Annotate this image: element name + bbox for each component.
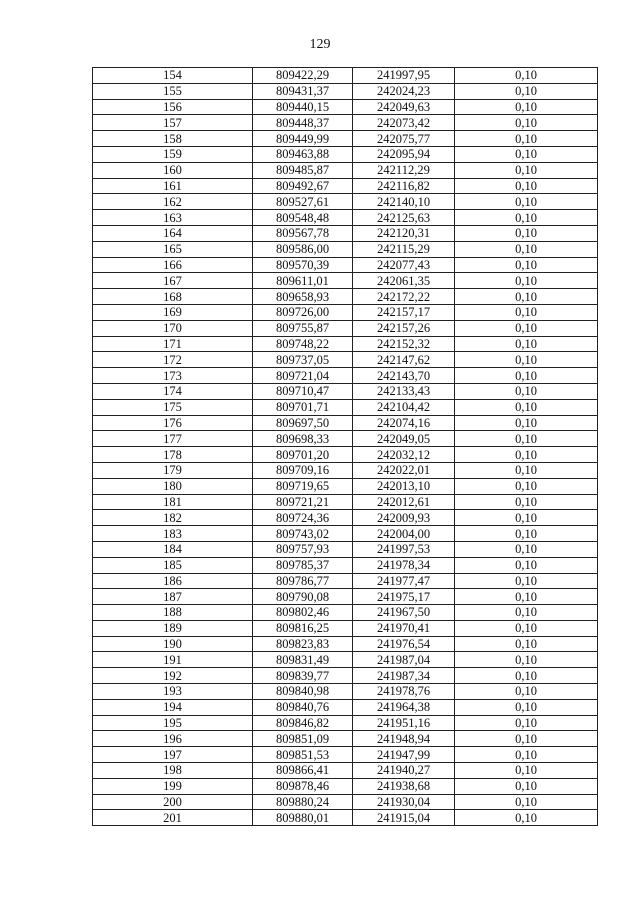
table-row <box>93 383 598 399</box>
value-cell: 0,10 <box>455 699 598 715</box>
x-coordinate-cell: 809527,61 <box>253 194 353 210</box>
y-coordinate-cell: 242143,70 <box>353 368 455 384</box>
x-coordinate-cell: 809485,87 <box>253 162 353 178</box>
x-coordinate-cell: 809724,36 <box>253 510 353 526</box>
table-row <box>93 257 598 273</box>
x-coordinate-cell: 809658,93 <box>253 289 353 305</box>
y-coordinate-cell: 242125,63 <box>353 210 455 226</box>
x-coordinate-cell: 809719,65 <box>253 478 353 494</box>
y-coordinate-cell: 241967,50 <box>353 605 455 621</box>
table-row <box>93 778 598 794</box>
x-coordinate-cell: 809710,47 <box>253 383 353 399</box>
x-coordinate-cell: 809743,02 <box>253 526 353 542</box>
x-coordinate-cell: 809839,77 <box>253 668 353 684</box>
x-coordinate-cell: 809831,49 <box>253 652 353 668</box>
value-cell: 0,10 <box>455 668 598 684</box>
y-coordinate-cell: 242172,22 <box>353 289 455 305</box>
value-cell: 0,10 <box>455 368 598 384</box>
value-cell: 0,10 <box>455 747 598 763</box>
table-row <box>93 478 598 494</box>
y-coordinate-cell: 241930,04 <box>353 794 455 810</box>
x-coordinate-cell: 809726,00 <box>253 304 353 320</box>
point-number-cell: 168 <box>93 289 253 305</box>
point-number-cell: 193 <box>93 684 253 700</box>
x-coordinate-cell: 809492,67 <box>253 178 353 194</box>
x-coordinate-cell: 809786,77 <box>253 573 353 589</box>
point-number-cell: 190 <box>93 636 253 652</box>
y-coordinate-cell: 242157,26 <box>353 320 455 336</box>
table-row <box>93 462 598 478</box>
table-row <box>93 541 598 557</box>
y-coordinate-cell: 241947,99 <box>353 747 455 763</box>
table-row <box>93 763 598 779</box>
table-row <box>93 494 598 510</box>
point-number-cell: 155 <box>93 83 253 99</box>
y-coordinate-cell: 241975,17 <box>353 589 455 605</box>
x-coordinate-cell: 809698,33 <box>253 431 353 447</box>
x-coordinate-cell: 809701,20 <box>253 447 353 463</box>
x-coordinate-cell: 809785,37 <box>253 557 353 573</box>
value-cell: 0,10 <box>455 99 598 115</box>
x-coordinate-cell: 809709,16 <box>253 462 353 478</box>
y-coordinate-cell: 242157,17 <box>353 304 455 320</box>
table-row <box>93 652 598 668</box>
value-cell: 0,10 <box>455 684 598 700</box>
x-coordinate-cell: 809611,01 <box>253 273 353 289</box>
point-number-cell: 180 <box>93 478 253 494</box>
value-cell: 0,10 <box>455 399 598 415</box>
x-coordinate-cell: 809840,76 <box>253 699 353 715</box>
point-number-cell: 179 <box>93 462 253 478</box>
point-number-cell: 184 <box>93 541 253 557</box>
y-coordinate-cell: 241948,94 <box>353 731 455 747</box>
table-row <box>93 289 598 305</box>
table-row <box>93 731 598 747</box>
y-coordinate-cell: 242075,77 <box>353 131 455 147</box>
table-row <box>93 794 598 810</box>
table-row <box>93 526 598 542</box>
table-row <box>93 415 598 431</box>
table-row <box>93 178 598 194</box>
y-coordinate-cell: 241977,47 <box>353 573 455 589</box>
value-cell: 0,10 <box>455 257 598 273</box>
table-row <box>93 557 598 573</box>
table-row <box>93 131 598 147</box>
table-row <box>93 431 598 447</box>
y-coordinate-cell: 242049,63 <box>353 99 455 115</box>
point-number-cell: 189 <box>93 620 253 636</box>
table-row <box>93 225 598 241</box>
y-coordinate-cell: 241978,76 <box>353 684 455 700</box>
table-row <box>93 447 598 463</box>
point-number-cell: 173 <box>93 368 253 384</box>
x-coordinate-cell: 809721,04 <box>253 368 353 384</box>
x-coordinate-cell: 809586,00 <box>253 241 353 257</box>
point-number-cell: 172 <box>93 352 253 368</box>
y-coordinate-cell: 242061,35 <box>353 273 455 289</box>
point-number-cell: 201 <box>93 810 253 826</box>
y-coordinate-cell: 241938,68 <box>353 778 455 794</box>
x-coordinate-cell: 809851,09 <box>253 731 353 747</box>
table-row <box>93 115 598 131</box>
table-row <box>93 336 598 352</box>
value-cell: 0,10 <box>455 636 598 652</box>
value-cell: 0,10 <box>455 794 598 810</box>
point-number-cell: 200 <box>93 794 253 810</box>
value-cell: 0,10 <box>455 273 598 289</box>
value-cell: 0,10 <box>455 652 598 668</box>
x-coordinate-cell: 809846,82 <box>253 715 353 731</box>
x-coordinate-cell: 809567,78 <box>253 225 353 241</box>
point-number-cell: 182 <box>93 510 253 526</box>
x-coordinate-cell: 809570,39 <box>253 257 353 273</box>
x-coordinate-cell: 809431,37 <box>253 83 353 99</box>
value-cell: 0,10 <box>455 541 598 557</box>
x-coordinate-cell: 809840,98 <box>253 684 353 700</box>
y-coordinate-cell: 242120,31 <box>353 225 455 241</box>
table-row <box>93 146 598 162</box>
y-coordinate-cell: 241970,41 <box>353 620 455 636</box>
table-row <box>93 399 598 415</box>
point-number-cell: 186 <box>93 573 253 589</box>
table-row <box>93 194 598 210</box>
table-row <box>93 83 598 99</box>
value-cell: 0,10 <box>455 115 598 131</box>
table-row <box>93 636 598 652</box>
table-row <box>93 352 598 368</box>
y-coordinate-cell: 241997,53 <box>353 541 455 557</box>
y-coordinate-cell: 241964,38 <box>353 699 455 715</box>
table-row <box>93 715 598 731</box>
point-number-cell: 176 <box>93 415 253 431</box>
point-number-cell: 169 <box>93 304 253 320</box>
point-number-cell: 183 <box>93 526 253 542</box>
point-number-cell: 163 <box>93 210 253 226</box>
point-number-cell: 177 <box>93 431 253 447</box>
table-row <box>93 510 598 526</box>
value-cell: 0,10 <box>455 557 598 573</box>
point-number-cell: 165 <box>93 241 253 257</box>
y-coordinate-cell: 242022,01 <box>353 462 455 478</box>
value-cell: 0,10 <box>455 289 598 305</box>
point-number-cell: 164 <box>93 225 253 241</box>
value-cell: 0,10 <box>455 131 598 147</box>
y-coordinate-cell: 241940,27 <box>353 763 455 779</box>
x-coordinate-cell: 809422,29 <box>253 68 353 84</box>
value-cell: 0,10 <box>455 810 598 826</box>
value-cell: 0,10 <box>455 194 598 210</box>
value-cell: 0,10 <box>455 225 598 241</box>
value-cell: 0,10 <box>455 510 598 526</box>
table-row <box>93 320 598 336</box>
y-coordinate-cell: 242073,42 <box>353 115 455 131</box>
value-cell: 0,10 <box>455 68 598 84</box>
y-coordinate-cell: 242024,23 <box>353 83 455 99</box>
table-row <box>93 699 598 715</box>
y-coordinate-cell: 242074,16 <box>353 415 455 431</box>
value-cell: 0,10 <box>455 573 598 589</box>
table-row <box>93 241 598 257</box>
x-coordinate-cell: 809721,21 <box>253 494 353 510</box>
point-number-cell: 157 <box>93 115 253 131</box>
x-coordinate-cell: 809755,87 <box>253 320 353 336</box>
x-coordinate-cell: 809878,46 <box>253 778 353 794</box>
y-coordinate-cell: 242009,93 <box>353 510 455 526</box>
y-coordinate-cell: 242032,12 <box>353 447 455 463</box>
value-cell: 0,10 <box>455 778 598 794</box>
value-cell: 0,10 <box>455 620 598 636</box>
x-coordinate-cell: 809880,01 <box>253 810 353 826</box>
value-cell: 0,10 <box>455 447 598 463</box>
point-number-cell: 194 <box>93 699 253 715</box>
point-number-cell: 187 <box>93 589 253 605</box>
x-coordinate-cell: 809790,08 <box>253 589 353 605</box>
value-cell: 0,10 <box>455 462 598 478</box>
value-cell: 0,10 <box>455 731 598 747</box>
value-cell: 0,10 <box>455 431 598 447</box>
value-cell: 0,10 <box>455 763 598 779</box>
x-coordinate-cell: 809463,88 <box>253 146 353 162</box>
value-cell: 0,10 <box>455 605 598 621</box>
point-number-cell: 166 <box>93 257 253 273</box>
point-number-cell: 175 <box>93 399 253 415</box>
table-row <box>93 368 598 384</box>
value-cell: 0,10 <box>455 494 598 510</box>
value-cell: 0,10 <box>455 241 598 257</box>
x-coordinate-cell: 809757,93 <box>253 541 353 557</box>
value-cell: 0,10 <box>455 715 598 731</box>
table-row <box>93 589 598 605</box>
table-row <box>93 68 598 84</box>
y-coordinate-cell: 242147,62 <box>353 352 455 368</box>
x-coordinate-cell: 809697,50 <box>253 415 353 431</box>
x-coordinate-cell: 809748,22 <box>253 336 353 352</box>
point-number-cell: 196 <box>93 731 253 747</box>
value-cell: 0,10 <box>455 162 598 178</box>
y-coordinate-cell: 242095,94 <box>353 146 455 162</box>
point-number-cell: 181 <box>93 494 253 510</box>
table-row <box>93 304 598 320</box>
y-coordinate-cell: 241987,04 <box>353 652 455 668</box>
table-row <box>93 210 598 226</box>
y-coordinate-cell: 242116,82 <box>353 178 455 194</box>
x-coordinate-cell: 809701,71 <box>253 399 353 415</box>
value-cell: 0,10 <box>455 478 598 494</box>
value-cell: 0,10 <box>455 383 598 399</box>
y-coordinate-cell: 241997,95 <box>353 68 455 84</box>
point-number-cell: 192 <box>93 668 253 684</box>
point-number-cell: 159 <box>93 146 253 162</box>
y-coordinate-cell: 241978,34 <box>353 557 455 573</box>
table-row <box>93 747 598 763</box>
x-coordinate-cell: 809548,48 <box>253 210 353 226</box>
value-cell: 0,10 <box>455 178 598 194</box>
x-coordinate-cell: 809880,24 <box>253 794 353 810</box>
page-number: 129 <box>309 37 331 52</box>
table-row <box>93 99 598 115</box>
value-cell: 0,10 <box>455 415 598 431</box>
y-coordinate-cell: 241915,04 <box>353 810 455 826</box>
y-coordinate-cell: 241987,34 <box>353 668 455 684</box>
x-coordinate-cell: 809440,15 <box>253 99 353 115</box>
x-coordinate-cell: 809737,05 <box>253 352 353 368</box>
table-row <box>93 605 598 621</box>
point-number-cell: 198 <box>93 763 253 779</box>
x-coordinate-cell: 809866,41 <box>253 763 353 779</box>
value-cell: 0,10 <box>455 352 598 368</box>
value-cell: 0,10 <box>455 83 598 99</box>
point-number-cell: 161 <box>93 178 253 194</box>
x-coordinate-cell: 809448,37 <box>253 115 353 131</box>
x-coordinate-cell: 809851,53 <box>253 747 353 763</box>
value-cell: 0,10 <box>455 526 598 542</box>
value-cell: 0,10 <box>455 336 598 352</box>
table-row <box>93 668 598 684</box>
y-coordinate-cell: 242013,10 <box>353 478 455 494</box>
value-cell: 0,10 <box>455 146 598 162</box>
coordinates-table <box>92 67 598 826</box>
point-number-cell: 174 <box>93 383 253 399</box>
y-coordinate-cell: 242077,43 <box>353 257 455 273</box>
point-number-cell: 170 <box>93 320 253 336</box>
y-coordinate-cell: 241951,16 <box>353 715 455 731</box>
table-row <box>93 684 598 700</box>
point-number-cell: 162 <box>93 194 253 210</box>
y-coordinate-cell: 242152,32 <box>353 336 455 352</box>
value-cell: 0,10 <box>455 304 598 320</box>
point-number-cell: 195 <box>93 715 253 731</box>
y-coordinate-cell: 242115,29 <box>353 241 455 257</box>
y-coordinate-cell: 242104,42 <box>353 399 455 415</box>
point-number-cell: 156 <box>93 99 253 115</box>
point-number-cell: 188 <box>93 605 253 621</box>
y-coordinate-cell: 242112,29 <box>353 162 455 178</box>
coordinates-table-body <box>93 68 598 826</box>
value-cell: 0,10 <box>455 320 598 336</box>
table-row <box>93 810 598 826</box>
point-number-cell: 191 <box>93 652 253 668</box>
table-row <box>93 273 598 289</box>
x-coordinate-cell: 809449,99 <box>253 131 353 147</box>
y-coordinate-cell: 242133,43 <box>353 383 455 399</box>
y-coordinate-cell: 242140,10 <box>353 194 455 210</box>
point-number-cell: 167 <box>93 273 253 289</box>
value-cell: 0,10 <box>455 589 598 605</box>
point-number-cell: 160 <box>93 162 253 178</box>
table-row <box>93 573 598 589</box>
table-row <box>93 162 598 178</box>
x-coordinate-cell: 809802,46 <box>253 605 353 621</box>
y-coordinate-cell: 241976,54 <box>353 636 455 652</box>
x-coordinate-cell: 809816,25 <box>253 620 353 636</box>
point-number-cell: 154 <box>93 68 253 84</box>
point-number-cell: 185 <box>93 557 253 573</box>
y-coordinate-cell: 242012,61 <box>353 494 455 510</box>
x-coordinate-cell: 809823,83 <box>253 636 353 652</box>
table-row <box>93 620 598 636</box>
point-number-cell: 158 <box>93 131 253 147</box>
y-coordinate-cell: 242049,05 <box>353 431 455 447</box>
point-number-cell: 199 <box>93 778 253 794</box>
point-number-cell: 197 <box>93 747 253 763</box>
point-number-cell: 178 <box>93 447 253 463</box>
point-number-cell: 171 <box>93 336 253 352</box>
y-coordinate-cell: 242004,00 <box>353 526 455 542</box>
value-cell: 0,10 <box>455 210 598 226</box>
